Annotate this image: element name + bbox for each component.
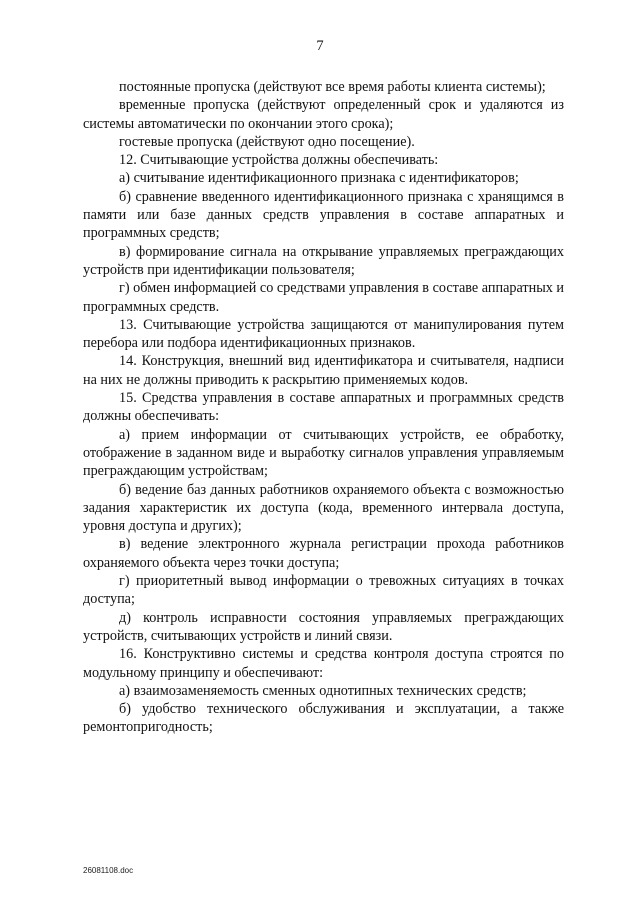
paragraph: б) ведение баз данных работников охраняемого объекта с возможностью задания характеристик их доступа (кода, временного интервала доступа, уровня доступа и других); bbox=[83, 481, 564, 535]
paragraph: б) удобство технического обслуживания и эксплуатации, а также ремонтопригодность; bbox=[83, 701, 564, 736]
paragraph: в) формирование сигнала на открывание управляемых преграждающих устройств при идентификации пользователя; bbox=[83, 243, 564, 278]
paragraph: 13. Считывающие устройства защищаются от манипулирования путем перебора или подбора идентификационных признаков. bbox=[83, 316, 564, 352]
paragraph: 15. Средства управления в составе аппаратных и программных средств должны обеспечивать: bbox=[83, 390, 564, 425]
paragraph: 14. Конструкция, внешний вид идентификатора и считывателя, надписи на них не должны приводить к раскрытию применяемых кодов. bbox=[83, 353, 564, 388]
paragraph: постоянные пропуска (действуют все время работы клиента системы); bbox=[119, 79, 546, 95]
paragraph: а) прием информации от считывающих устройств, ее обработку, отображение в заданном виде и выработку сигналов управления управляемым преграждающим устройствам; bbox=[83, 426, 564, 480]
paragraph: в) ведение электронного журнала регистрации прохода работников охраняемого объекта через точки доступа; bbox=[83, 536, 564, 571]
paragraph: г) обмен информацией со средствами управления в составе аппаратных и программных средств. bbox=[83, 280, 564, 315]
paragraph: 12. Считывающие устройства должны обеспечивать: bbox=[119, 152, 439, 169]
file-name-footer: 26081108.doc bbox=[83, 866, 134, 875]
paragraph: д) контроль исправности состояния управляемых преграждающих устройств, считывающих устройств и линий связи. bbox=[83, 609, 564, 644]
page-number: 7 bbox=[316, 38, 324, 54]
paragraph: а) взаимозаменяемость сменных однотипных технических средств; bbox=[119, 682, 527, 699]
paragraph: 16. Конструктивно системы и средства контроля доступа строятся по модульному принципу и обеспечивают: bbox=[83, 646, 564, 681]
paragraph: временные пропуска (действуют определенный срок и удаляются из системы автоматически по окончании этого срока); bbox=[83, 97, 564, 132]
paragraph: г) приоритетный вывод информации о тревожных ситуациях в точках доступа; bbox=[83, 573, 564, 608]
paragraph: гостевые пропуска (действуют одно посещение). bbox=[119, 133, 415, 150]
paragraph: а) считывание идентификационного признака с идентификаторов; bbox=[119, 170, 519, 187]
document-body bbox=[83, 78, 564, 737]
paragraph: б) сравнение введенного идентификационного признака с хранящимся в памяти или базе данных средств управления в составе аппаратных и программных средств; bbox=[83, 188, 564, 242]
